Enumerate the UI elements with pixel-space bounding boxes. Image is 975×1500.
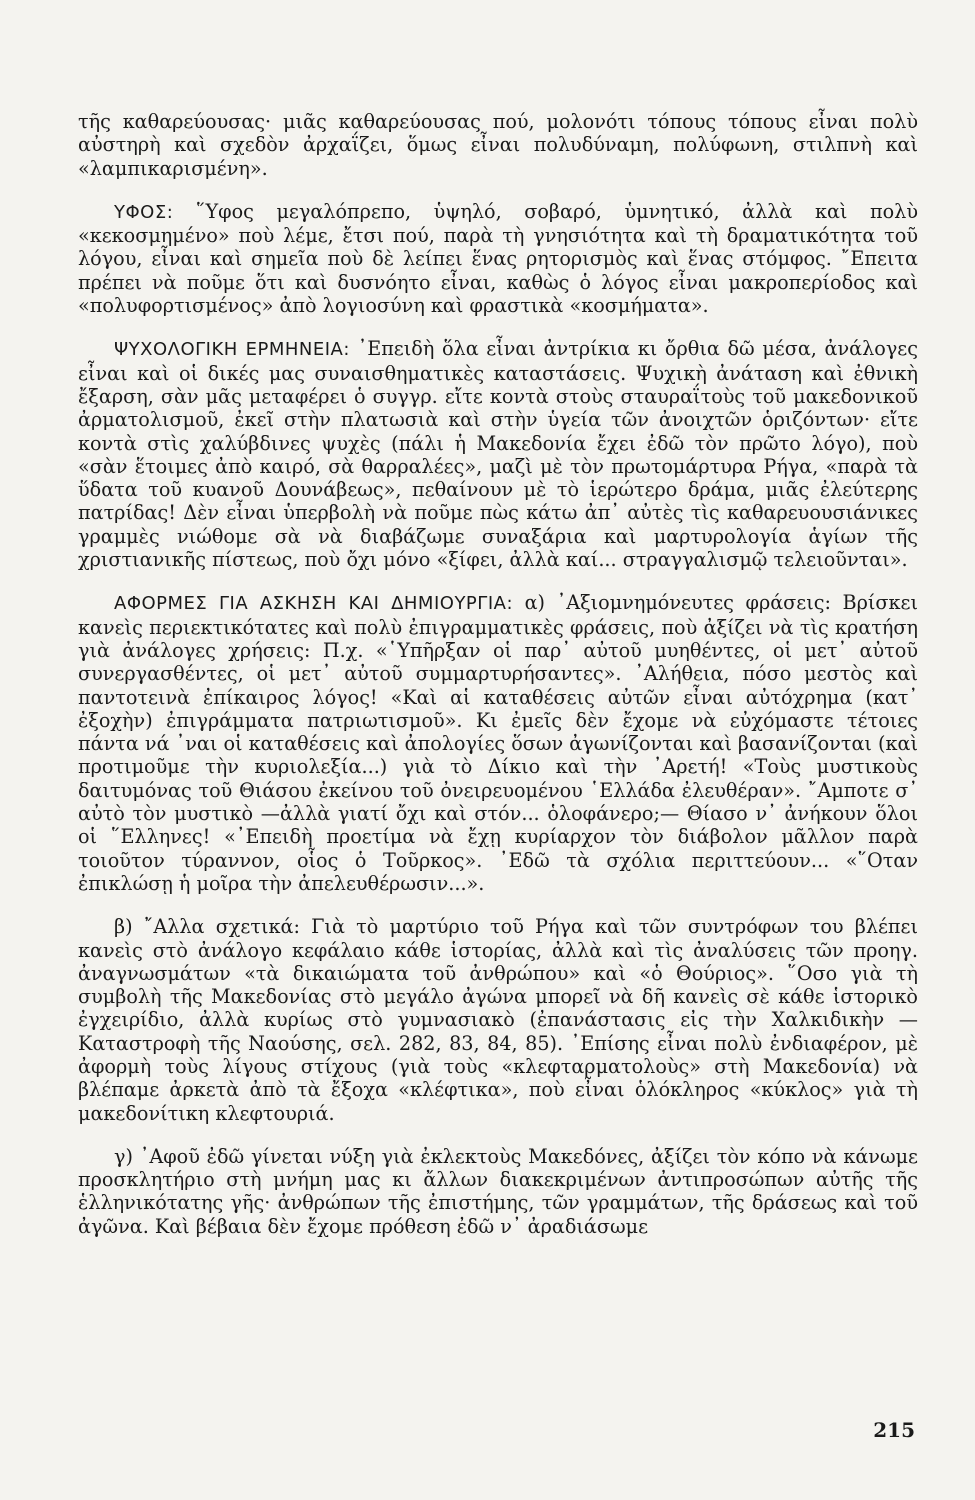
section-heading: ΥΦΟΣ: bbox=[114, 201, 174, 223]
page-body bbox=[78, 110, 918, 1238]
paragraph-macedonians bbox=[78, 1145, 918, 1238]
paragraph-style bbox=[78, 200, 918, 317]
paragraph-related bbox=[78, 915, 918, 1125]
paragraph-text: γ) ᾿Αφοῦ ἐδῶ γίνεται νύξη γιὰ ἐκλεκτοὺς Μακεδόνες, ἀξίζει τὸν κόπο νὰ κάνωμε προσκλητήριο στὴ μνήμη μας κι ἄλλων διακεκριμένων ἀντιπροσώπων αὐτῆς τῆς ἑλληνικότατης γῆς· ἀνθρώπων τῆς ἐπιστήμης, τῶν γραμμάτων, τῆς δράσεως καὶ τοῦ ἀγῶνα. Καὶ βέβαια δὲν ἔχομε πρόθεση ἐδῶ ν᾿ ἀραδιάσωμε bbox=[78, 1144, 918, 1238]
paragraph-psychological-interpretation bbox=[78, 337, 918, 571]
section-heading: ΑΦΟΡΜΕΣ ΓΙΑ ΑΣΚΗΣΗ ΚΑΙ ΔΗΜΙΟΥΡΓΙΑ: bbox=[114, 593, 514, 615]
paragraph-intro bbox=[78, 110, 918, 180]
paragraph-exercise-prompts bbox=[78, 591, 918, 895]
paragraph-text: ῞Υφος μεγαλόπρεπο, ὑψηλό, σοβαρό, ὑμνητικό, ἀλλὰ καὶ πολὺ «κεκοσμημένο» ποὺ λέμε, ἔτσι πού, παρὰ τὴ γνησιότητα καὶ τὴ δραματικότητα τοῦ λόγου, εἶναι καὶ σημεῖα ποὺ δὲ λείπει ἕνας ρητορισμὸς καὶ ἕνας στόμφος. ῎Επειτα πρέπει νὰ ποῦμε ὅτι καὶ δυσνόητο εἶναι, καθὼς ὁ λόγος εἶναι μακροπερίοδος καὶ «πολυφορτισμένος» ἀπὸ λογιοσύνη καὶ φραστικὰ «κοσμήματα». bbox=[78, 199, 919, 318]
paragraph-text: β) ῎Αλλα σχετικά: Γιὰ τὸ μαρτύριο τοῦ Ρήγα καὶ τῶν συντρόφων του βλέπει κανεὶς στὸ ἀνάλογο κεφάλαιο κάθε ἱστορίας, ἀλλὰ καὶ τὶς ἀναλύσεις τῶν προηγ. ἀναγνωσμάτων «τὰ δικαιώματα τοῦ ἀνθρώπου» καὶ «ὁ Θούριος». ῞Οσο γιὰ τὴ συμβολὴ τῆς Μακεδονίας στὸ μεγάλο ἀγώνα μπορεῖ νὰ δῆ κανεὶς σὲ κάθε ἱστορικὸ ἐγχειρίδιο, ἀλλὰ κυρίως στὸ γυμνασιακὸ (ἐπανάστασις εἰς τὴν Χαλκιδικὴν — Καταστροφὴ τῆς Ναούσης, σελ. 282, 83, 84, 85). ᾿Επίσης εἶναι πολὺ ἐνδιαφέρον, μὲ ἀφορμὴ τοὺς λίγους στίχους (γιὰ τοὺς «κλεφταρματολοὺς» στὴ Μακεδονία) νὰ βλέπαμε ἀρκετὰ ἀπὸ τὰ ἔξοχα «κλέφτικα», ποὺ εἶναι ὁλόκληρος «κύκλος» γιὰ τὴ μακεδονίτικη κλεφτουριά. bbox=[78, 915, 918, 1125]
paragraph-text: ᾿Επειδὴ ὅλα εἶναι ἀντρίκια κι ὄρθια δῶ μέσα, ἀνάλογες εἶναι καὶ οἱ δικές μας συναισθηματικὲς καταστάσεις. Ψυχικὴ ἀνάταση καὶ ἐθνικὴ ἔξαρση, σὰν μᾶς μεταφέρει ὁ συγγρ. εἴτε κοντὰ στοὺς σταυραΐτοὺς τοῦ μακεδονικοῦ ἀρματολισμοῦ, ἐκεῖ στὴν πλατωσιὰ καὶ στὴν ὑγεία τῶν ἀνοιχτῶν ὁριζόντων· εἴτε κοντὰ στὶς χαλύβδινες ψυχὲς (πάλι ἡ Μακεδονία ἔχει ἐδῶ τὸν πρῶτο λόγο), ποὺ «σὰν ἕτοιμες ἀπὸ καιρό, σὰ θαρραλέες», μαζὶ μὲ τὸν πρωτομάρτυρα Ρήγα, «παρὰ τὰ ὕδατα τοῦ κυανοῦ Δουνάβεως», πεθαίνουν μὲ τὸ ἱερώτερο δράμα, μιᾶς ἐλεύτερης πατρίδας! Δὲν εἶναι ὑπερβολὴ νὰ ποῦμε πὼς κάτω ἀπ᾿ αὐτὲς τὶς καθαρευουσιάνικες γραμμὲς νιώθομε σὰ νὰ διαβάζωμε συναξάρια καὶ μαρτυρολογία ἁγίων τῆς χριστιανικῆς πίστεως, ποὺ ὄχι μόνο «ξίφει, ἀλλὰ καί... στραγγαλισμῷ τελειοῦνται». bbox=[78, 337, 918, 572]
section-heading: ΨΥΧΟΛΟΓΙΚΗ ΕΡΜΗΝΕΙΑ: bbox=[114, 339, 350, 361]
paragraph-text: τῆς καθαρεύουσας· μιᾶς καθαρεύουσας πού, μολονότι τόπους τόπους εἶναι πολὺ αὐστηρὴ καὶ σχεδὸν ἀρχαΐζει, ὅμως εἶναι πολυδύναμη, πολύφωνη, στιλπνὴ καὶ «λαμπικαρισμένη». bbox=[78, 110, 918, 180]
page-number: 215 bbox=[873, 1418, 915, 1442]
paragraph-text: α) ᾿Αξιομνημόνευτες φράσεις: Βρίσκει κανεὶς περιεκτικότατες καὶ πολὺ ἐπιγραμματικὲς φράσεις, ποὺ ἀξίζει νὰ τὶς κρατήση γιὰ ἀνάλογες χρήσεις: Π.χ. «῾Υπῆρξαν οἱ παρ᾿ αὐτοῦ μυηθέντες, οἱ μετ᾿ αὐτοῦ συνεργασθέντες, οἱ μετ᾿ αὐτοῦ συμμαρτυρήσαντες». ᾿Αλήθεια, πόσο μεστὸς καὶ παντοτεινὰ ἐπίκαιρος λόγος! «Καὶ αἱ καταθέσεις αὐτῶν εἶναι αὐτόχρημα (κατ᾿ ἐξοχὴν) ἐπιγράμματα πατριωτισμοῦ». Κι ἐμεῖς δὲν ἔχομε νὰ εὐχόμαστε τέτοιες πάντα νά ᾿ναι οἱ καταθέσεις καὶ ἀπολογίες ὅσων ἀγωνίζονται καὶ βασανίζονται (καὶ προτιμοῦμε τὴν κυριολεξία...) γιὰ τὸ Δίκιο καὶ τὴν ᾿Αρετή! «Τοὺς μυστικοὺς δαιτυμόνας τοῦ Θιάσου ἐκείνου τοῦ ὀνειρευομένου ῾Ελλάδα ἐλευθέραν». ῎Αμποτε σ᾿ αὐτὸ τὸν μυστικὸ —ἀλλὰ γιατί ὄχι καὶ στόν... ὁλοφάνερο;— Θίασο ν᾿ ἀνήκουν ὅλοι οἱ ῞Ελληνες! «᾿Επειδὴ προετίμα νὰ ἔχῃ κυρίαρχον τὸν διάβολον μᾶλλον παρὰ τοιοῦτον τύραννον, οἷος ὁ Τοῦρκος». ᾿Εδῶ τὰ σχόλια περιττεύουν... «῞Οταν ἐπικλώσῃ ἡ μοῖρα τὴν ἀπελευθέρωσιν...». bbox=[78, 591, 918, 895]
